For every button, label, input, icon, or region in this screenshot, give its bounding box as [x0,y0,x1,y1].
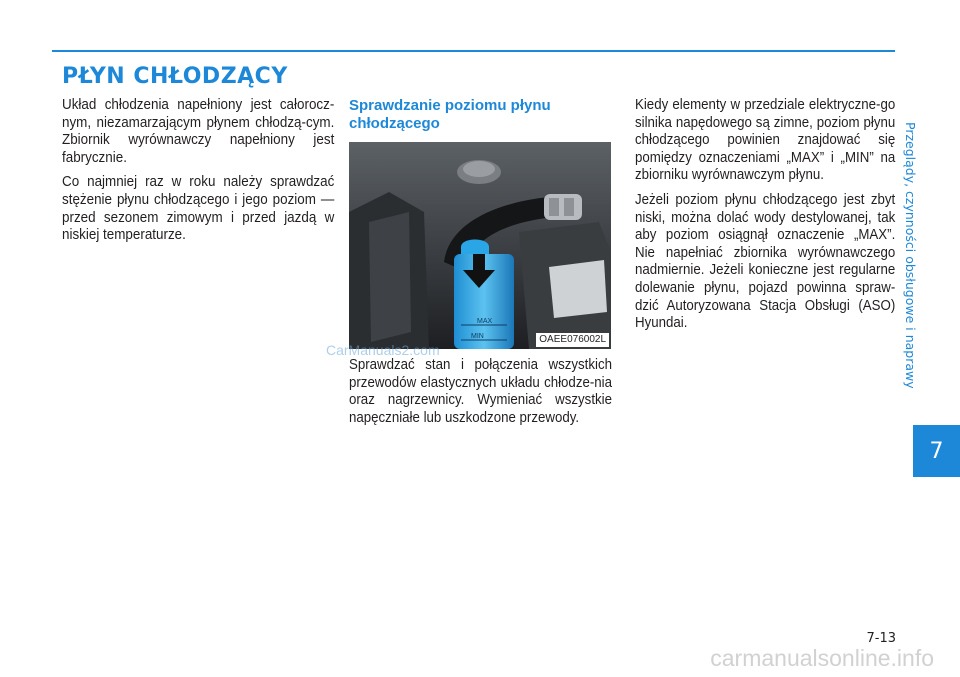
page-number: 7-13 [866,631,896,646]
coolant-reservoir-photo [349,142,611,349]
paragraph: Układ chłodzenia napełniony jest całorocz-nym, niezamarzającym płynem chłodzą-cym. Zbiornik wyrównawczy napełniony jest fabrycznie. [62,97,335,166]
section-title: PŁYN CHŁODZĄCY [62,64,288,89]
engine-bay-illustration [349,142,611,349]
paragraph: Kiedy elementy w przedziale elektryczne-go silnika napędowego są zimne, poziom płynu chłodzącego powinien znajdować się pomiędzy oznaczeniami „MAX” i „MIN” na zbiorniku wyrównawczym płynu. [635,97,896,184]
max-label: MAX [477,318,493,325]
min-label: MIN [471,333,484,340]
chapter-tab: 7 [913,425,960,477]
figure-code: OAEE076002L [536,333,609,347]
footer-watermark: carmanualsonline.info [710,645,934,671]
top-rule [52,50,895,52]
column-1 [62,97,334,252]
paragraph: Sprawdzać stan i połączenia wszystkich przewodów elastycznych układu chłodze-nia oraz nagrzewnicy. Wymieniać wszystkie napęczniałe lub uszkodzone przewody. [349,357,612,426]
paragraph: Jeżeli poziom płynu chłodzącego jest zbyt niski, można dolać wody destylowanej, tak aby poziom osiągnął oznaczenie „MAX”. Nie napełniać zbiornika wyrównawczego nadmiernie. Jeżeli konieczne jest regularne dolewanie płynu, pojazd powinna spraw-dzić Autoryzowana Stacja Obsługi (ASO) Hyundai. [635,191,896,332]
column-2 [349,357,612,434]
subheading: Sprawdzanie poziomu płynu chłodzącego [349,97,551,132]
chapter-side-label: Przeglądy, czynności obsługowe i naprawy [903,122,918,389]
paragraph: Co najmniej raz w roku należy sprawdzać stężenie płynu chłodzącego i jego poziom — przed sezonem zimowym i przed jazdą w niskiej temperaturze. [62,174,335,244]
watermark: CarManuals2.com [326,342,440,358]
column-3 [635,97,895,340]
